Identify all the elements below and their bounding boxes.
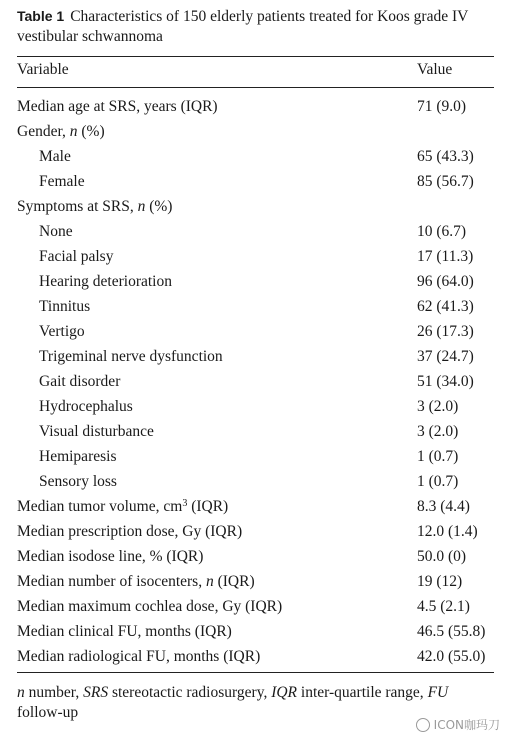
header-value: Value [417,61,453,78]
row-variable: Symptoms at SRS, n (%) [17,198,173,215]
table-row [17,194,494,219]
watermark [416,716,500,733]
row-variable: None [39,223,73,240]
row-value: 46.5 (55.8) [417,623,486,640]
row-value: 12.0 (1.4) [417,523,478,540]
table-row [17,369,494,394]
row-variable: Trigeminal nerve dysfunction [39,348,223,365]
table-row [17,644,494,669]
row-value: 62 (41.3) [417,298,474,315]
row-value: 1 (0.7) [417,448,459,465]
row-variable: Male [39,148,71,165]
row-value: 51 (34.0) [417,373,474,390]
table-row [17,294,494,319]
row-value: 17 (11.3) [417,248,474,265]
row-variable: Tinnitus [39,298,91,315]
row-variable: Median tumor volume, $cm^3$ (IQR) [17,498,229,515]
table-row [17,169,494,194]
table-row [17,244,494,269]
row-variable: Hemiparesis [39,448,117,465]
table-row [17,144,494,169]
table-footnote: n number, SRS stereotactic radiosurgery, IQR inter-quartile range, FU follow-up [17,684,449,721]
row-value: 10 (6.7) [417,223,467,240]
table-row [17,469,494,494]
header-rule [17,87,494,88]
row-variable: Facial palsy [39,248,114,265]
row-value: 19 (12) [417,573,463,590]
table-row [17,94,494,119]
row-value: 37 (24.7) [417,348,474,365]
row-value: 4.5 (2.1) [417,598,470,615]
table-row [17,219,494,244]
row-variable: Sensory loss [39,473,117,490]
row-value: 96 (64.0) [417,273,474,290]
row-value: 42.0 (55.0) [417,648,486,665]
row-variable: Median number of isocenters, n (IQR) [17,573,255,590]
header-variable: Variable [17,61,69,78]
row-value: 3 (2.0) [417,423,459,440]
row-variable: Median isodose line, % (IQR) [17,548,204,565]
row-value: 65 (43.3) [417,148,474,165]
table-row [17,344,494,369]
row-variable: Median radiological FU, months (IQR) [17,648,261,665]
row-variable: Median prescription dose, Gy (IQR) [17,523,243,540]
header-row [17,57,494,82]
table-row [17,319,494,344]
row-variable: Hydrocephalus [39,398,133,415]
row-value: 50.0 (0) [417,548,467,565]
table-row [17,544,494,569]
row-variable: Median age at SRS, years (IQR) [17,98,218,115]
row-value: 3 (2.0) [417,398,459,415]
table-row [17,619,494,644]
row-variable: Female [39,173,85,190]
table-label: Table 1 [17,8,65,24]
bottom-rule [17,672,494,673]
wechat-logo-icon [416,718,430,732]
table-caption [17,6,502,47]
table-row [17,119,494,144]
table-row [17,594,494,619]
row-value: 1 (0.7) [417,473,459,490]
row-value: 26 (17.3) [417,323,474,340]
row-variable: Gender, n (%) [17,123,105,140]
row-value: 71 (9.0) [417,98,467,115]
table-row [17,494,494,519]
row-variable: Visual disturbance [39,423,154,440]
row-variable: Median maximum cochlea dose, Gy (IQR) [17,598,283,615]
row-variable: Vertigo [39,323,85,340]
watermark-text: ICON咖玛刀 [433,718,500,732]
row-value: 8.3 (4.4) [417,498,470,515]
table-row [17,519,494,544]
row-variable: Median clinical FU, months (IQR) [17,623,232,640]
table-row [17,444,494,469]
table-row [17,419,494,444]
table-row [17,269,494,294]
table-row [17,394,494,419]
table-title: Characteristics of 150 elderly patients treated for Koos grade IV vestibular schwannoma [17,8,469,45]
table-row [17,569,494,594]
row-variable: Gait disorder [39,373,121,390]
row-variable: Hearing deterioration [39,273,172,290]
row-value: 85 (56.7) [417,173,474,190]
